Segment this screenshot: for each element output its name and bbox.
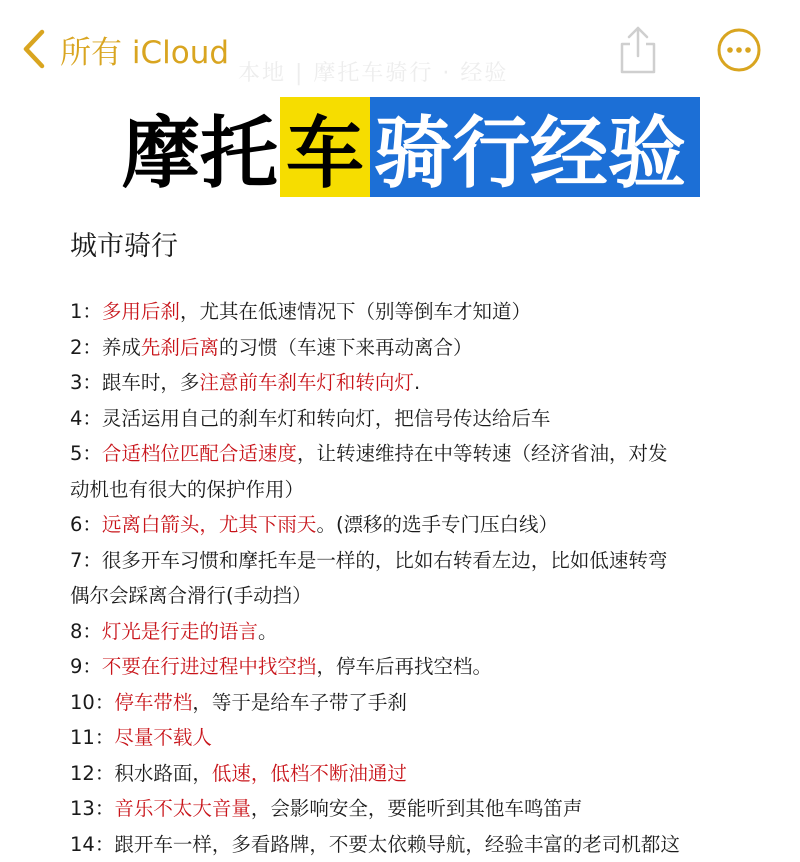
list-item: 12：积水路面，低速，低档不断油通过 (70, 756, 750, 792)
list-item: 7：很多开车习惯和摩托车是一样的，比如右转看左边，比如低速转弯 (70, 543, 750, 579)
list-item: 4：灵活运用自己的刹车灯和转向灯，把信号传达给后车 (70, 401, 750, 437)
faint-header-text: 本地 | 摩托车骑行 · 经验 (238, 56, 508, 87)
back-button[interactable] (22, 26, 229, 72)
share-icon (614, 61, 662, 80)
chevron-left-icon (22, 29, 46, 69)
list-item: 偶尔会踩离合滑行(手动挡） (70, 578, 750, 614)
list-item: 13：音乐不太大音量，会影响安全，要能听到其他车鸣笛声 (70, 791, 750, 827)
list-item: 8：灯光是行走的语言。 (70, 614, 750, 650)
nav-bar (0, 0, 800, 100)
section-heading: 城市骑行 (70, 224, 178, 263)
tips-list (70, 294, 750, 862)
ellipsis-circle-icon (716, 58, 762, 77)
share-button[interactable] (614, 24, 662, 76)
note-title (122, 97, 700, 197)
list-item: 10：停车带档，等于是给车子带了手刹 (70, 685, 750, 721)
list-item: 6：远离白箭头，尤其下雨天。(漂移的选手专门压白线） (70, 507, 750, 543)
list-item: 1：多用后刹，尤其在低速情况下（别等倒车才知道） (70, 294, 750, 330)
list-item: 14：跟开车一样，多看路牌，不要太依赖导航，经验丰富的老司机都这 (70, 827, 750, 862)
list-item: 动机也有很大的保护作用） (70, 472, 750, 508)
list-item: 9：不要在行进过程中找空挡，停车后再找空档。 (70, 649, 750, 685)
list-item: 11：尽量不载人 (70, 720, 750, 756)
back-label: 所有 iCloud (60, 27, 229, 72)
list-item: 5：合适档位匹配合适速度，让转速维持在中等转速（经济省油，对发 (70, 436, 750, 472)
more-button[interactable] (716, 27, 762, 73)
title-part-blue: 骑行经验 (370, 97, 700, 197)
title-part-yellow: 车 (280, 97, 370, 197)
list-item: 2：养成先刹后离的习惯（车速下来再动离合） (70, 330, 750, 366)
title-part-black: 摩托 (122, 97, 280, 197)
list-item: 3：跟车时，多注意前车刹车灯和转向灯. (70, 365, 750, 401)
